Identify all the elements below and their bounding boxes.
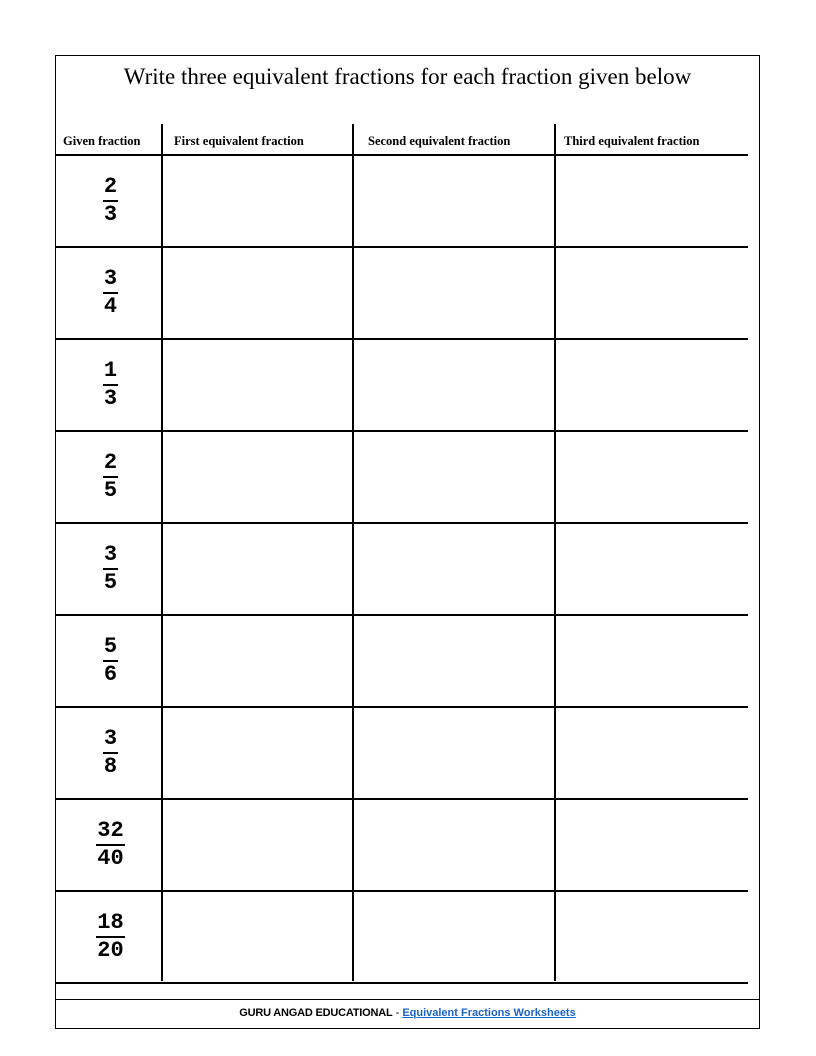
fraction-numerator: 18 bbox=[96, 910, 124, 938]
fraction-numerator: 3 bbox=[103, 542, 118, 570]
header-second-equivalent: Second equivalent fraction bbox=[368, 134, 511, 148]
header-third-equivalent: Third equivalent fraction bbox=[564, 134, 700, 148]
fraction bbox=[96, 910, 124, 964]
fraction-denominator: 3 bbox=[103, 202, 118, 227]
fraction-denominator: 6 bbox=[103, 662, 118, 687]
header-given-fraction: Given fraction bbox=[63, 134, 141, 148]
fraction-numerator: 2 bbox=[103, 174, 118, 202]
given-fraction bbox=[56, 524, 161, 614]
column-divider-1 bbox=[161, 124, 163, 981]
fraction bbox=[103, 726, 118, 780]
fraction bbox=[103, 174, 118, 228]
fraction-numerator: 5 bbox=[103, 634, 118, 662]
fraction-denominator: 40 bbox=[97, 846, 124, 871]
header-first-equivalent: First equivalent fraction bbox=[174, 134, 304, 148]
table-row bbox=[56, 708, 748, 800]
given-fraction bbox=[56, 156, 161, 246]
column-divider-2 bbox=[352, 124, 354, 981]
given-fraction bbox=[56, 800, 161, 890]
fraction-numerator: 3 bbox=[103, 266, 118, 294]
given-fraction bbox=[56, 340, 161, 430]
fraction bbox=[103, 358, 118, 412]
table-header bbox=[56, 124, 748, 156]
table-body bbox=[56, 156, 748, 984]
column-divider-3 bbox=[554, 124, 556, 981]
given-fraction bbox=[56, 708, 161, 798]
table-row bbox=[56, 156, 748, 248]
table-row bbox=[56, 892, 748, 984]
given-fraction bbox=[56, 616, 161, 706]
fraction-denominator: 5 bbox=[103, 478, 118, 503]
footer-org: GURU ANGAD EDUCATIONAL bbox=[239, 1007, 393, 1019]
table-row bbox=[56, 800, 748, 892]
table-row bbox=[56, 340, 748, 432]
table-row bbox=[56, 616, 748, 708]
fraction-denominator: 20 bbox=[97, 938, 124, 963]
table-row bbox=[56, 524, 748, 616]
footer bbox=[56, 999, 759, 1028]
table-row bbox=[56, 248, 748, 340]
given-fraction bbox=[56, 432, 161, 522]
fraction-numerator: 32 bbox=[96, 818, 124, 846]
fraction bbox=[103, 450, 118, 504]
fraction bbox=[96, 818, 124, 872]
given-fraction bbox=[56, 892, 161, 982]
table-row bbox=[56, 432, 748, 524]
fraction bbox=[103, 634, 118, 688]
footer-link[interactable]: Equivalent Fractions Worksheets bbox=[402, 1007, 576, 1019]
given-fraction bbox=[56, 248, 161, 338]
fraction bbox=[103, 542, 118, 596]
fraction bbox=[103, 266, 118, 320]
fraction-denominator: 8 bbox=[103, 754, 118, 779]
footer-separator: - bbox=[392, 1007, 403, 1019]
fraction-denominator: 5 bbox=[103, 570, 118, 595]
worksheet-title: Write three equivalent fractions for each fraction given below bbox=[123, 64, 692, 89]
fraction-table bbox=[56, 124, 748, 984]
fraction-denominator: 3 bbox=[103, 386, 118, 411]
fraction-numerator: 1 bbox=[103, 358, 118, 386]
worksheet bbox=[55, 55, 760, 1029]
fraction-denominator: 4 bbox=[103, 294, 118, 319]
fraction-numerator: 3 bbox=[103, 726, 118, 754]
fraction-numerator: 2 bbox=[103, 450, 118, 478]
